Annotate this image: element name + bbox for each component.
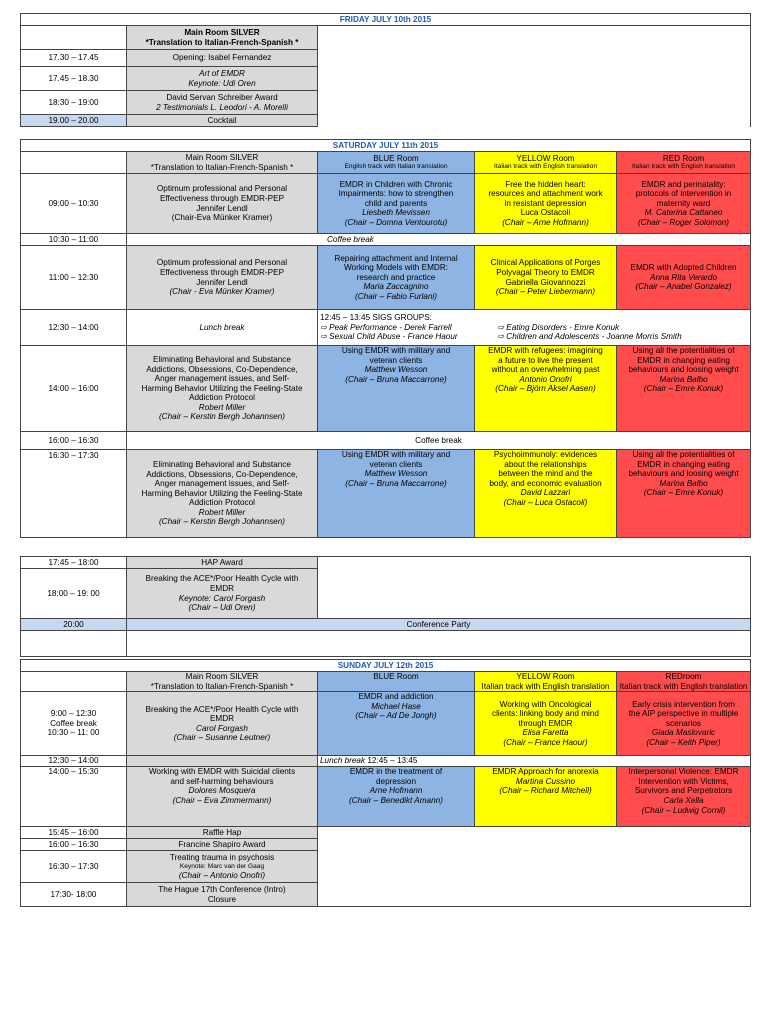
room-blue-header: BLUE Room [318,672,475,692]
saturday-schedule [20,139,751,538]
empty-cell [21,26,127,50]
room-main-header: Main Room SILVER *Translation to Italian-French-Spanish * [127,152,318,174]
empty-cell [21,672,127,692]
room-yellow-header: YELLOW Room Italian track with English translation [475,152,617,174]
session-cell: EMDR with Adopted Children Anna Rita Verardo (Chair – Anabel Gonzalez) [617,246,751,310]
time-cell: 17:30- 18:00 [21,883,127,907]
session-cell: EMDR and addiction Michael Hase (Chair – Ad De Jongh) [318,692,475,756]
time-cell: 12:30 – 14:00 [21,756,127,767]
saturday-title: SATURDAY JULY 11th 2015 [21,140,751,152]
session-cell: Working with Oncological clients: linking body and mind through EMDR Elisa Faretta (Chair – France Haour) [475,692,617,756]
session-cell: Early crisis intervention from the AIP perspective in multiple scenarios Giada Maslovaric (Chair – Keith Piper) [617,692,751,756]
hap-award: HAP Award [127,557,318,569]
time-cell: 14:00 – 16:00 [21,346,127,432]
session-cell: Breaking the ACE*/Poor Health Cycle with EMDR Keynote: Carol Forgash (Chair – Udi Oren) [127,569,318,619]
session-cell: Eliminating Behavioral and Substance Addictions, Obsessions, Co-Dependence, Anger management issues, and Self- Harming Behavior Utilizing the Feeling-State Addiction Protocol Robert Miller (Chair – Kerstin Bergh Johannsen) [127,346,318,432]
session-cell: EMDR in Children with Chronic Impairments: how to strengthen child and parents Liesbeth Mevissen (Chair – Domna Ventourotu) [318,174,475,234]
room-yellow-header: YELLOW Room Italian track with English translation [475,672,617,692]
session-cell: Eliminating Behavioral and Substance Addictions, Obsessions, Co-Dependence, Anger management issues, and Self- Harming Behavior Utilizing the Feeling-State Addiction Protocol Robert Miller (Chair – Kerstin Bergh Johannsen) [127,450,318,538]
lunch-break: Lunch break 12:45 – 13:45 [318,756,751,767]
session-cell: Repairing attachment and Internal Working Models with EMDR: research and practice Maria Zaccagnino (Chair – Fabio Furlani) [318,246,475,310]
room-blue-header: BLUE Room English track with Italian translation [318,152,475,174]
friday-award: David Servan Schreiber Award 2 Testimonials L. Leodori - A. Morelli [127,91,318,115]
friday-cocktail: Cocktail [127,115,318,127]
session-cell: Using EMDR with military and veteran clients Matthew Wesson (Chair – Bruna Maccarrone) [318,450,475,538]
time-cell: 09:00 – 10:30 [21,174,127,234]
francine-award: Francine Shapiro Award [127,839,318,851]
time-cell: 12:30 – 14:00 [21,310,127,346]
time-cell: 16:30 – 17:30 [21,450,127,538]
time-cell: 16:00 – 16:30 [21,839,127,851]
time-cell: 10:30 – 11:00 [21,234,127,246]
raffle-hap: Raffle Hap [127,827,318,839]
coffee-break: Coffee break [127,432,751,450]
room-main-header: Main Room SILVER *Translation to Italian-French-Spanish * [127,672,318,692]
session-cell: Optimum professional and Personal Effectiveness through EMDR-PEP Jennifer Lendl (Chair - Eva Münker Kramer) [127,246,318,310]
friday-room-header: Main Room SILVER *Translation to Italian-French-Spanish * [127,26,318,50]
evening-schedule [20,556,751,657]
friday-opening: Opening: Isabel Fernandez [127,50,318,67]
lunch-break: Lunch break [127,310,318,346]
empty-cell [21,152,127,174]
sunday-schedule [20,659,751,907]
time-cell: 17.30 – 17.45 [21,50,127,67]
session-cell: Using all the potentialities of EMDR in changing eating behaviours and loosing weight Marina Balbo (Chair – Emre Konuk) [617,450,751,538]
session-cell: Psychoimmunoly: evidences about the relationships between the mind and the body, and economic evaluation David Lazzari (Chair – Luca Ostacoli) [475,450,617,538]
session-cell: Using all the potentialities of EMDR in changing eating behaviours and loosing weight Marina Balbo (Chair – Emre Konuk) [617,346,751,432]
arrow-icon: ⇨ [320,322,330,332]
room-red-header: RED Room Italian track with English translation [617,152,751,174]
time-cell: 17.45 – 18.30 [21,67,127,91]
session-cell: The Hague 17th Conference (Intro) Closure [127,883,318,907]
friday-title: FRIDAY JULY 10th 2015 [21,14,751,26]
session-cell: EMDR Approach for anorexia Martina Cussino (Chair – Richard Mitchell) [475,767,617,827]
session-cell: Optimum professional and Personal Effectiveness through EMDR-PEP Jennifer Lendl (Chair-Eva Münker Kramer) [127,174,318,234]
time-cell: 16:30 – 17:30 [21,851,127,883]
friday-schedule [20,13,751,127]
room-red-header: REDroom Italian track with English translation [617,672,751,692]
session-cell: EMDR in the treatment of depression Arne Hofmann (Chair – Benedikt Amann) [318,767,475,827]
arrow-icon: ⇨ [320,332,330,342]
time-cell: 17:45 – 18:00 [21,557,127,569]
sunday-title: SUNDAY JULY 12th 2015 [21,660,751,672]
session-cell: Working with EMDR with Suicidal clients and self-harming behaviours Dolores Mosquera (Chair – Eva Zimmermann) [127,767,318,827]
time-cell: 18:00 – 19: 00 [21,569,127,619]
time-cell: 19.00 – 20.00 [21,115,127,127]
time-cell: 20:00 [21,619,127,631]
friday-keynote: Art of EMDR Keynote: Udi Oren [127,67,318,91]
coffee-break: Coffee break [127,234,751,246]
arrow-icon: ⇨ [497,322,507,332]
time-cell: 16:00 – 16:30 [21,432,127,450]
session-cell: EMDR and perinatality: protocols of intervention in maternity ward M. Caterina Cattaneo (Chair – Roger Solomon) [617,174,751,234]
time-cell: 9:00 – 12:30 Coffee break 10:30 – 11: 00 [21,692,127,756]
time-cell: 18:30 – 19:00 [21,91,127,115]
sigs-groups: 12:45 – 13:45 SIGS GROUPS: ⇨ Peak Performance - Derek Farrell ⇨ Eating Disorders - Emre Konuk ⇨ Sexual Child Abuse - France Haour ⇨ Children and Adolescents - Joanne Morris Smith [318,310,751,346]
session-cell: Breaking the ACE*/Poor Health Cycle with EMDR Carol Forgash (Chair – Susanne Leutner) [127,692,318,756]
session-cell: Clinical Applications of Porges Polyvagal Theory to EMDR Gabriella Giovannozzi (Chair – Peter Liebermann) [475,246,617,310]
session-cell: EMDR with refugees: imagining a future to live the present without an overwhelming past Antonio Onofri (Chair – Björn Aksel Aasen) [475,346,617,432]
session-cell: Interpersonal Violence: EMDR Intervention with Victims, Survivors and Perpetrators Carla Xella (Chair – Ludwig Cornil) [617,767,751,827]
time-cell: 14:00 – 15:30 [21,767,127,827]
session-cell: Using EMDR with military and veteran clients Matthew Wesson (Chair – Bruna Maccarrone) [318,346,475,432]
conference-party: Conference Party [127,619,751,631]
time-cell: 11:00 – 12:30 [21,246,127,310]
time-cell: 15:45 – 16:00 [21,827,127,839]
session-cell: Free the hidden heart: resources and attachment work in resistant depression Luca Ostacoli (Chair – Arne Hofmann) [475,174,617,234]
arrow-icon: ⇨ [497,332,507,342]
session-cell: Treating trauma in psychosis Keynote: Marc van der Gaag (Chair – Antonio Onofri) [127,851,318,883]
